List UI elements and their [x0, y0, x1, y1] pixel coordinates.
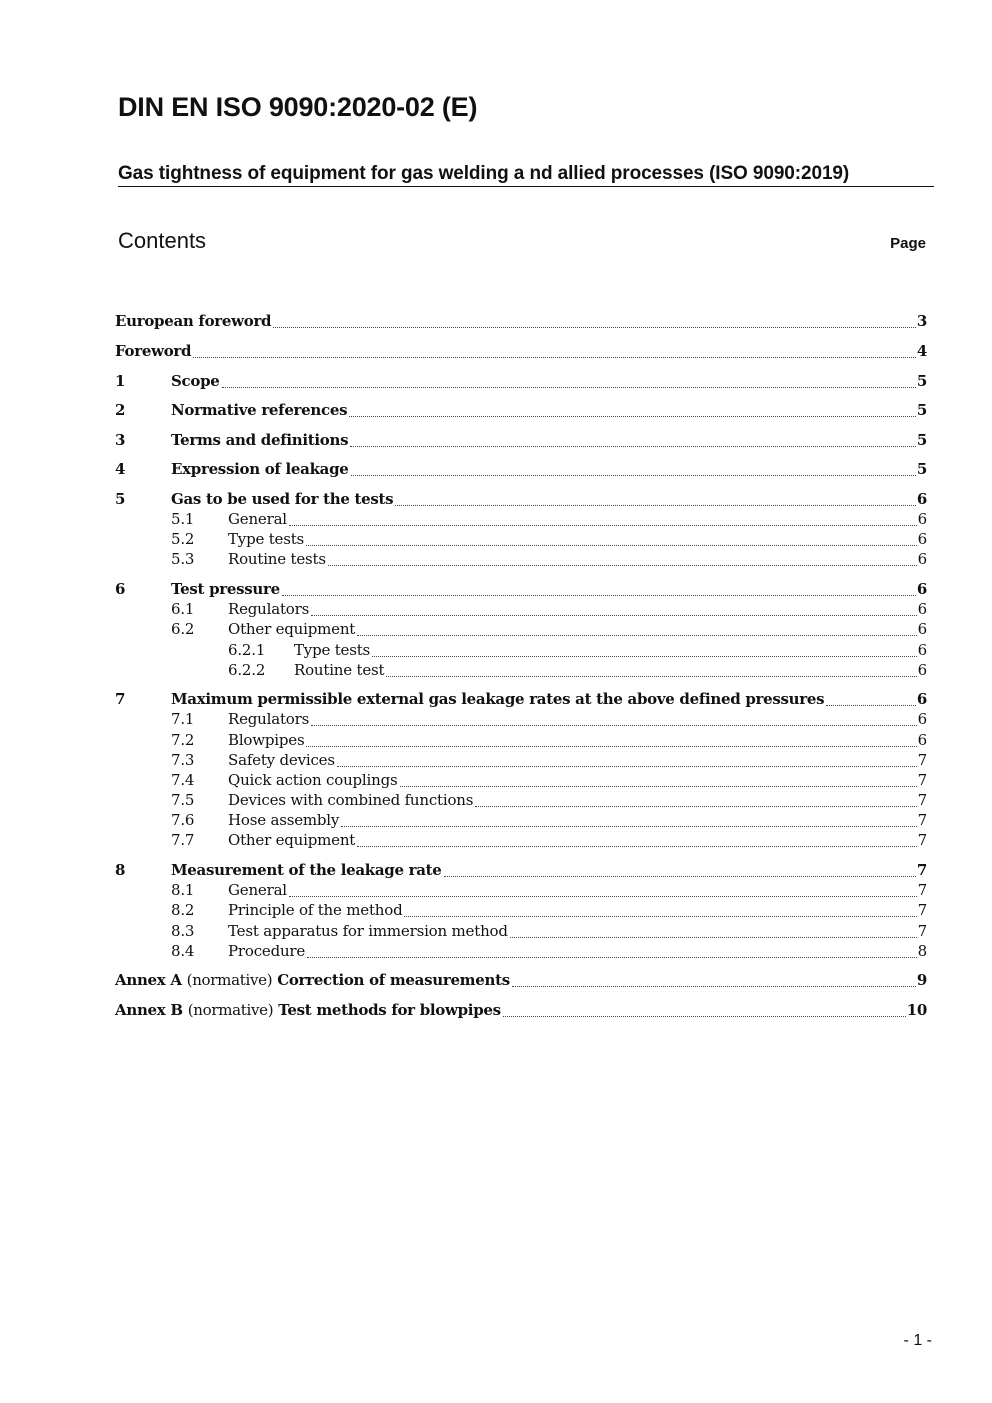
toc-label: Blowpipes [228, 731, 305, 749]
toc-label: Normative references [171, 401, 348, 419]
toc-number: 8 [115, 861, 126, 879]
dot-leader [400, 785, 917, 787]
toc-number: 7 [115, 690, 126, 708]
toc-label: Procedure [228, 942, 306, 960]
toc-label: Scope [171, 372, 220, 390]
dot-leader [193, 356, 916, 358]
toc-label: Gas to be used for the tests [171, 490, 394, 508]
toc-page: 5 [916, 372, 927, 390]
toc-page: 7 [917, 922, 927, 940]
toc-page: 6 [917, 641, 927, 659]
toc-number: 5.1 [171, 510, 195, 528]
toc-subentry[interactable] [115, 922, 927, 942]
toc-entry[interactable] [115, 861, 927, 881]
toc-page: 5 [916, 460, 927, 478]
toc-number: 6.2.2 [228, 661, 266, 679]
annex-kind: (normative) [187, 1001, 274, 1019]
toc-page: 6 [917, 620, 927, 638]
toc-label: Foreword [115, 342, 192, 360]
annex-title: Correction of measurements [277, 971, 510, 989]
dot-leader [306, 745, 916, 747]
dot-leader [289, 524, 917, 526]
toc-number: 6.1 [171, 600, 195, 618]
toc-label: Routine tests [228, 550, 326, 568]
toc-entry[interactable] [115, 342, 927, 362]
toc-subsubentry[interactable] [115, 641, 927, 661]
toc-number: 5.3 [171, 550, 195, 568]
dot-leader [372, 655, 917, 657]
toc-annex-entry[interactable] [115, 1001, 927, 1021]
dot-leader [510, 936, 917, 938]
toc-label: Routine test [294, 661, 385, 679]
toc-number: 7.7 [171, 831, 195, 849]
toc-page: 6 [916, 580, 927, 598]
dot-leader [337, 765, 917, 767]
toc-entry[interactable] [115, 580, 927, 600]
toc-number: 8.4 [171, 942, 195, 960]
contents-heading: Contents [118, 228, 207, 253]
toc-page: 9 [916, 971, 927, 989]
annex-label: Annex A [115, 971, 182, 989]
toc-subentry[interactable] [115, 731, 927, 751]
toc-annex-title-group [115, 1001, 501, 1019]
dot-leader [222, 386, 916, 388]
toc-number: 7.1 [171, 710, 195, 728]
toc-label: Other equipment [228, 620, 356, 638]
toc-number: 8.1 [171, 881, 195, 899]
toc-entry[interactable] [115, 431, 927, 451]
toc-label: Type tests [294, 641, 371, 659]
toc-page: 3 [916, 312, 927, 330]
toc-label: Devices with combined functions [228, 791, 474, 809]
toc-page: 7 [917, 771, 927, 789]
dot-leader [311, 614, 917, 616]
toc-annex-entry[interactable] [115, 971, 927, 991]
dot-leader [503, 1015, 906, 1017]
toc-label: Hose assembly [228, 811, 340, 829]
toc-subentry[interactable] [115, 881, 927, 901]
toc-subentry[interactable] [115, 811, 927, 831]
dot-leader [386, 675, 916, 677]
toc-label: Regulators [228, 710, 310, 728]
toc-page: 7 [917, 791, 927, 809]
dot-leader [357, 845, 917, 847]
dot-leader [341, 825, 916, 827]
toc-label: Maximum permissible external gas leakage rates at the above defined pressures [171, 690, 825, 708]
toc-entry[interactable] [115, 460, 927, 480]
toc-page: 4 [916, 342, 927, 360]
dot-leader [311, 724, 917, 726]
toc-subentry[interactable] [115, 600, 927, 620]
document-title: DIN EN ISO 9090:2020-02 (E) [118, 92, 478, 122]
page-number: - 1 - [903, 1332, 932, 1349]
toc-number: 4 [115, 460, 126, 478]
toc-subentry[interactable] [115, 530, 927, 550]
toc-number: 3 [115, 431, 126, 449]
dot-leader [307, 956, 917, 958]
toc-subentry[interactable] [115, 901, 927, 921]
toc-entry[interactable] [115, 690, 927, 710]
dot-leader [357, 634, 917, 636]
toc-label: Terms and definitions [171, 431, 349, 449]
toc-subentry[interactable] [115, 751, 927, 771]
toc-page: 7 [917, 811, 927, 829]
toc-number: 1 [115, 372, 126, 390]
toc-page: 6 [916, 490, 927, 508]
toc-label: Measurement of the leakage rate [171, 861, 442, 879]
toc-number: 8.3 [171, 922, 195, 940]
toc-subentry[interactable] [115, 942, 927, 962]
toc-page: 5 [916, 401, 927, 419]
toc-page: 6 [917, 731, 927, 749]
annex-label: Annex B [115, 1001, 183, 1019]
toc-number: 6.2 [171, 620, 195, 638]
toc-entry[interactable] [115, 372, 927, 392]
dot-leader [273, 326, 916, 328]
dot-leader [350, 445, 916, 447]
page-column-label: Page [890, 235, 926, 252]
dot-leader [395, 504, 916, 506]
dot-leader [282, 594, 916, 596]
toc-page: 7 [917, 751, 927, 769]
toc-number: 6.2.1 [228, 641, 266, 659]
toc-page: 6 [917, 600, 927, 618]
toc-label: European foreword [115, 312, 272, 330]
toc-label: Other equipment [228, 831, 356, 849]
annex-kind: (normative) [186, 971, 273, 989]
dot-leader [404, 915, 916, 917]
toc-number: 7.5 [171, 791, 195, 809]
toc-number: 7.3 [171, 751, 195, 769]
toc-number: 5.2 [171, 530, 195, 548]
annex-title: Test methods for blowpipes [278, 1001, 501, 1019]
toc-number: 7.6 [171, 811, 195, 829]
dot-leader [289, 895, 917, 897]
toc-subentry[interactable] [115, 510, 927, 530]
toc-label: General [228, 510, 287, 528]
toc-page: 6 [917, 510, 927, 528]
toc-number: 6 [115, 580, 126, 598]
toc-entry[interactable] [115, 401, 927, 421]
dot-leader [306, 544, 917, 546]
toc-page: 6 [917, 530, 927, 548]
dot-leader [475, 805, 916, 807]
toc-label: Type tests [228, 530, 305, 548]
dot-leader [826, 704, 916, 706]
toc-label: Expression of leakage [171, 460, 349, 478]
toc-page: 8 [917, 942, 927, 960]
document-subtitle: Gas tightness of equipment for gas welding a nd allied processes (ISO 9090:2019) [118, 163, 934, 187]
toc-page: 5 [916, 431, 927, 449]
toc-page: 7 [916, 861, 927, 879]
toc-label: Regulators [228, 600, 310, 618]
dot-leader [349, 415, 916, 417]
dot-leader [444, 875, 916, 877]
toc-number: 2 [115, 401, 126, 419]
dot-leader [512, 985, 916, 987]
toc-number: 7.4 [171, 771, 195, 789]
toc-page: 6 [917, 550, 927, 568]
toc-page: 6 [916, 690, 927, 708]
toc-subentry[interactable] [115, 791, 927, 811]
dot-leader [328, 564, 917, 566]
toc-number: 5 [115, 490, 126, 508]
toc-label: General [228, 881, 287, 899]
dot-leader [351, 474, 916, 476]
toc-label: Quick action couplings [228, 771, 398, 789]
toc-subentry[interactable] [115, 620, 927, 640]
toc-page: 6 [917, 661, 927, 679]
toc-label: Safety devices [228, 751, 335, 769]
toc-number: 8.2 [171, 901, 195, 919]
toc-page: 7 [917, 901, 927, 919]
toc-label: Principle of the method [228, 901, 403, 919]
toc-page: 10 [906, 1001, 927, 1019]
toc-subentry[interactable] [115, 771, 927, 791]
toc-number: 7.2 [171, 731, 195, 749]
toc-subsubentry[interactable] [115, 661, 927, 681]
toc-annex-title-group [115, 971, 510, 989]
toc-page: 6 [917, 710, 927, 728]
toc-label: Test apparatus for immersion method [228, 922, 508, 940]
toc-page: 7 [917, 831, 927, 849]
toc-subentry[interactable] [115, 831, 927, 851]
toc-entry[interactable] [115, 312, 927, 332]
toc-subentry[interactable] [115, 710, 927, 730]
toc-subentry[interactable] [115, 550, 927, 570]
toc-label: Test pressure [171, 580, 280, 598]
toc-entry[interactable] [115, 490, 927, 510]
toc-page: 7 [917, 881, 927, 899]
